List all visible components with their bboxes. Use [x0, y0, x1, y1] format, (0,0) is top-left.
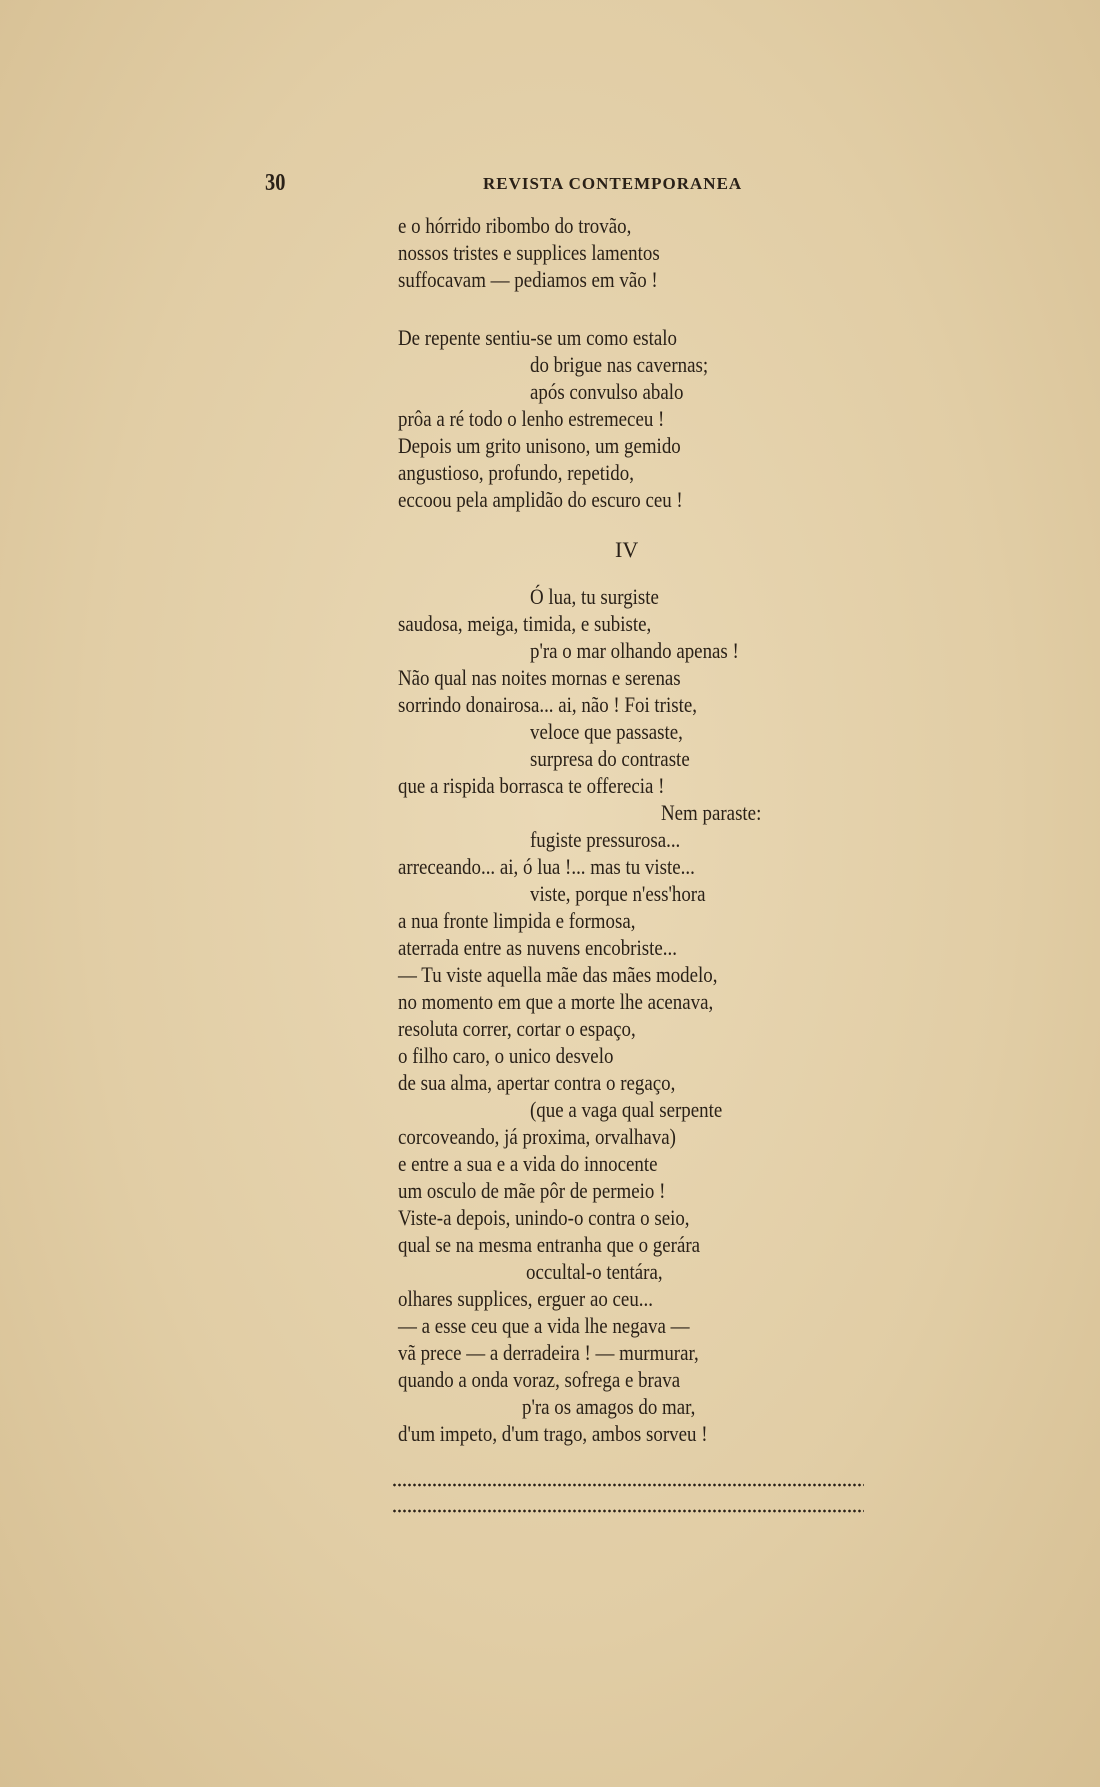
ellipsis-dotted-line: [392, 1482, 864, 1488]
poem-line: Viste-a depois, unindo-o contra o seio,: [398, 1205, 690, 1230]
poem-line: que a rispida borrasca te offerecia !: [398, 773, 665, 798]
poem-line: Ó lua, tu surgiste: [530, 584, 659, 609]
page-number: 30: [265, 170, 286, 196]
poem-line: p'ra o mar olhando apenas !: [530, 638, 739, 663]
poem-line: nossos tristes e supplices lamentos: [398, 240, 660, 265]
poem-line: (que a vaga qual serpente: [530, 1097, 723, 1122]
poem-line: vã prece — a derradeira ! — murmurar,: [398, 1340, 699, 1365]
poem-line: e o hórrido ribombo do trovão,: [398, 213, 632, 238]
poem-line: saudosa, meiga, timida, e subiste,: [398, 611, 652, 636]
running-title: REVISTA CONTEMPORANEA: [483, 174, 743, 193]
poem-line: occultal-o tentára,: [526, 1259, 663, 1284]
poem-line: eccoou pela amplidão do escuro ceu !: [398, 487, 683, 512]
poem-line: fugiste pressurosa...: [530, 827, 681, 852]
poem-line: surpresa do contraste: [530, 746, 690, 771]
poem-line: o filho caro, o unico desvelo: [398, 1043, 614, 1068]
poem-line: do brigue nas cavernas;: [530, 352, 709, 377]
poem-line: veloce que passaste,: [530, 719, 683, 744]
poem-line: após convulso abalo: [530, 379, 684, 404]
poem-line: Não qual nas noites mornas e serenas: [398, 665, 681, 690]
poem-line: resoluta correr, cortar o espaço,: [398, 1016, 636, 1041]
poem-line: — a esse ceu que a vida lhe negava —: [398, 1313, 690, 1338]
poem-line: suffocavam — pediamos em vão !: [398, 267, 658, 292]
poem-line: viste, porque n'ess'hora: [530, 881, 706, 906]
poem-line: De repente sentiu-se um como estalo: [398, 325, 677, 350]
poem-line: angustioso, profundo, repetido,: [398, 460, 634, 485]
poem-line: de sua alma, apertar contra o regaço,: [398, 1070, 676, 1095]
poem-line: corcoveando, já proxima, orvalhava): [398, 1124, 676, 1149]
poem-line: — Tu viste aquella mãe das mães modelo,: [398, 962, 718, 987]
poem-line: a nua fronte limpida e formosa,: [398, 908, 636, 933]
poem-line: um osculo de mãe pôr de permeio !: [398, 1178, 666, 1203]
poem-line: olhares supplices, erguer ao ceu...: [398, 1286, 653, 1311]
poem-line: arreceando... ai, ó lua !... mas tu viste...: [398, 854, 695, 879]
poem-line: prôa a ré todo o lenho estremeceu !: [398, 406, 665, 431]
poem-line: Depois um grito unisono, um gemido: [398, 433, 681, 458]
poem-line: e entre a sua e a vida do innocente: [398, 1151, 658, 1176]
poem-line: aterrada entre as nuvens encobriste...: [398, 935, 677, 960]
poem-line: Nem paraste:: [661, 800, 762, 825]
page-header: [0, 170, 1100, 200]
poem-line: p'ra os amagos do mar,: [522, 1394, 696, 1419]
poem-line: no momento em que a morte lhe acenava,: [398, 989, 714, 1014]
poem-line: sorrindo donairosa... ai, não ! Foi triste,: [398, 692, 697, 717]
section-number: IV: [615, 537, 639, 562]
ellipsis-dotted-line: [392, 1508, 864, 1514]
poem-line: quando a onda voraz, sofrega e brava: [398, 1367, 681, 1392]
poem-line: qual se na mesma entranha que o gerára: [398, 1232, 701, 1257]
poem-line: d'um impeto, d'um trago, ambos sorveu !: [398, 1421, 708, 1446]
